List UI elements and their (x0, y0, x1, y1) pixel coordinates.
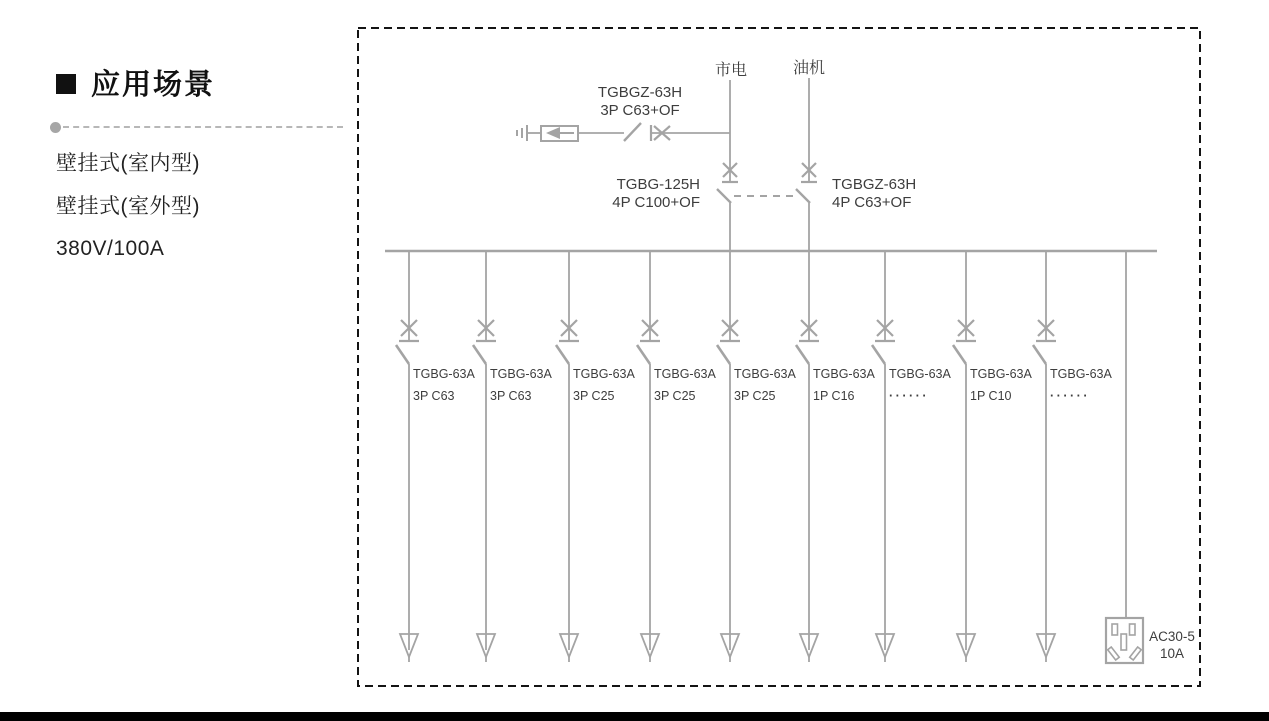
spd-branch (517, 123, 730, 141)
feeder-breaker-blade (556, 345, 569, 364)
feeder-model-label: TGBG-63A (889, 367, 951, 381)
feeder-branch (473, 252, 552, 662)
feeder-spec-label: 3P C25 (573, 389, 615, 403)
scenario-item: 壁挂式(室内型) (56, 152, 200, 175)
feeder-breaker-blade (953, 345, 966, 364)
spd-arrow-icon (546, 127, 560, 139)
spd-breaker-model-label: TGBGZ-63H (597, 84, 683, 101)
socket-slot (1108, 647, 1120, 660)
feeder-model-label: TGBG-63A (734, 367, 796, 381)
feeder-model-label: TGBG-63A (413, 367, 475, 381)
feeder-branch (796, 252, 875, 662)
section-title: 应用场景 (91, 69, 216, 101)
socket-slot (1121, 634, 1127, 650)
mains-source-label: 市电 (714, 62, 748, 79)
feeder-spec-label: 3P C25 (654, 389, 696, 403)
mains-breaker-model-label: TGBG-125H (616, 176, 700, 193)
feeder-model-label: TGBG-63A (970, 367, 1032, 381)
generator-breaker-spec-label: 4P C63+OF (832, 194, 912, 211)
spd-breaker-blade (624, 123, 641, 141)
feeder-model-label: TGBG-63A (1050, 367, 1112, 381)
feeder-spec-label: ······ (1050, 389, 1090, 403)
feeder-spec-label: ······ (889, 389, 929, 403)
feeder-spec-label: 3P C63 (413, 389, 455, 403)
feeder-branch (556, 252, 635, 662)
socket-slot (1130, 624, 1136, 635)
feeder-model-label: TGBG-63A (813, 367, 875, 381)
feeder-branch (637, 252, 716, 662)
feeder-breaker-blade (796, 345, 809, 364)
feeder-branch (396, 252, 475, 662)
socket-branch (1106, 252, 1143, 663)
feeder-branch (872, 252, 951, 662)
feeder-breaker-blade (1033, 345, 1046, 364)
socket-slot (1130, 647, 1142, 660)
feeder-branch (717, 252, 796, 662)
feeder-model-label: TGBG-63A (654, 367, 716, 381)
feeder-model-label: TGBG-63A (573, 367, 635, 381)
scenario-item: 壁挂式(室外型) (56, 194, 200, 218)
feeder-branch (1033, 252, 1112, 662)
feeder-branches (396, 252, 1112, 662)
diagram-dashed-border (358, 28, 1200, 686)
mains-incomer (717, 80, 738, 251)
feeder-model-label: TGBG-63A (490, 367, 552, 381)
feeder-breaker-blade (396, 345, 409, 364)
generator-breaker-blade (796, 189, 810, 203)
socket-model-label: AC30-5 (1149, 629, 1195, 644)
feeder-spec-label: 1P C10 (970, 389, 1012, 403)
socket-slot (1112, 624, 1118, 635)
spd-breaker-spec-label: 3P C63+OF (600, 102, 680, 119)
mains-breaker-spec-label: 4P C100+OF (612, 194, 700, 211)
generator-source-label: 油机 (792, 60, 826, 77)
scenario-item: 380V/100A (56, 237, 165, 260)
generator-incomer (796, 78, 817, 251)
mains-breaker-blade (717, 189, 731, 203)
bottom-black-bar (0, 712, 1269, 721)
feeder-spec-label: 3P C25 (734, 389, 776, 403)
feeder-spec-label: 1P C16 (813, 389, 855, 403)
socket-rating-label: 10A (1159, 646, 1185, 661)
feeder-breaker-blade (473, 345, 486, 364)
feeder-spec-label: 3P C63 (490, 389, 532, 403)
feeder-breaker-blade (717, 345, 730, 364)
feeder-breaker-blade (637, 345, 650, 364)
generator-breaker-model-label: TGBGZ-63H (832, 176, 917, 193)
feeder-breaker-blade (872, 345, 885, 364)
feeder-branch (953, 252, 1032, 662)
